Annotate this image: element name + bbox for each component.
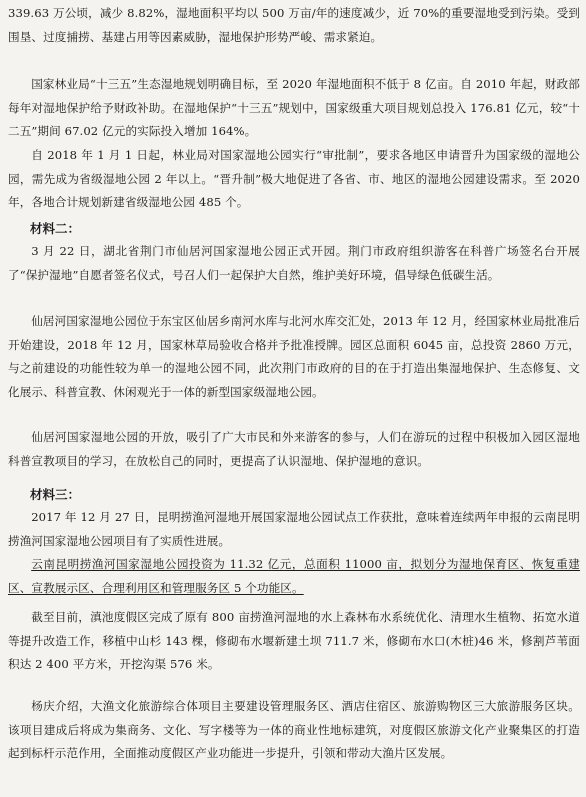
paragraph-10: 杨庆介绍，大渔文化旅游综合体项目主要建设管理服务区、酒店住宿区、旅游购物区三大旅游服务区块。该项目建成后将成为集商务、文化、写字楼等为一体的商业性地标建筑，对度假区旅游文化产业聚集区的打造起到标杆示范作用，全面推动度假区产业功能进一步提升，引领和带动大渔片区发展。 [8, 699, 580, 760]
paragraph-4: 3 月 22 日，湖北省荆门市仙居河国家湿地公园正式开园。荆门市政府组织游客在科普广场签名台开展了“保护湿地”自愿者签名仪式，号召人们一起保护大自然，维护美好环境，倡导绿色低碳生活。 [8, 244, 580, 282]
paragraph-3: 自 2018 年 1 月 1 日起，林业局对国家湿地公园实行“审批制”，要求各地区申请晋升为国家级的湿地公园，需先成为省级湿地公园 2 年以上。“晋升制”极大地促进了各省、市、地区的湿地公园建设需求。至 2020 年，各地合计规划新建省级湿地公园 485 个。 [8, 148, 580, 209]
paragraph-1: 339.63 万公顷，减少 8.82%，湿地面积平均以 500 万亩/年的速度减少，近 70%的重要湿地受到污染。受到围垦、过度捕捞、基建占用等因素威胁，湿地保护形势严峻、需求紧迫。 [8, 6, 580, 44]
paragraph-6: 仙居河国家湿地公园的开放，吸引了广大市民和外来游客的参与，人们在游玩的过程中积极加入园区湿地科普宣教项目的学习，在放松自己的同时，更提高了认识湿地、保护湿地的意识。 [8, 430, 580, 468]
paragraph-2: 国家林业局“十三五”生态湿地规划明确目标，至 2020 年湿地面积不低于 8 亿亩。自 2010 年起，财政部每年对湿地保护给予财政补助。在湿地保护“十三五”规划中，国家级重大项目规划总投入 176.81 亿元，较“十二五”期间 67.02 亿元的实际投入增加 164%。 [8, 77, 580, 138]
paragraph-7: 2017 年 12 月 27 日，昆明捞渔河湿地开展国家湿地公园试点工作获批，意味着连续两年申报的云南昆明捞渔河国家湿地公园项目有了实质性进展。 [8, 510, 580, 548]
heading-material-2: 材料二： [30, 221, 81, 236]
paragraph-8: 云南昆明捞渔河国家湿地公园投资为 11.32 亿元，总面积 11000 亩，拟划分为湿地保育区、恢复重建区、宣教展示区、合理利用区和管理服务区 5 个功能区。 [8, 557, 580, 595]
heading-material-3: 材料三： [30, 487, 81, 502]
paragraph-5: 仙居河国家湿地公园位于东宝区仙居乡南河水库与北河水库交汇处，2013 年 12 月，经国家林业局批准后开始建设，2018 年 12 月，国家林草局验收合格并予批准授牌。园区总面积 6045 亩，总投资 2860 万元，与之前建设的功能性较为单一的湿地公园不同，此次荆门市政府的目的在于打造出集湿地保护、生态修复、文化展示、科普宣教、休闲观光于一体的新型国家级湿地公园。 [8, 314, 580, 399]
paragraph-9: 截至目前，滇池度假区完成了原有 800 亩捞渔河湿地的水上森林布水系统优化、清理水生植物、拓宽水道等提升改造工作，移植中山杉 143 棵，修砌布水堰新建土坝 711.7 米，修砌布水口(木桩)46 米，修割芦苇面积达 2 400 平方米，开挖沟渠 576 米。 [8, 610, 580, 671]
